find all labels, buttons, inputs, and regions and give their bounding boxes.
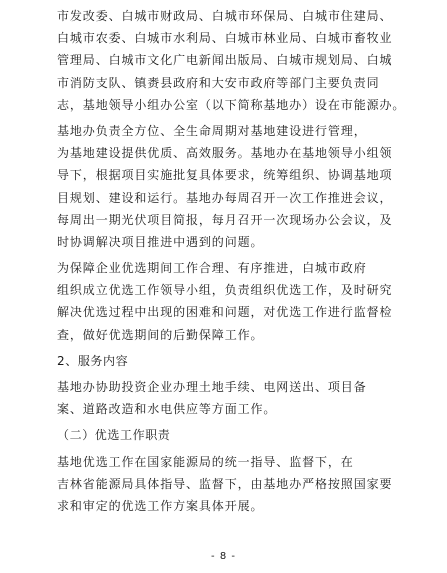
- text-line: 基地办协助投资企业办理土地手续、电网送出、项目备: [57, 380, 367, 394]
- text-line: 组织成立优选工作领导小组，负责组织优选工作，及时研究: [57, 283, 393, 298]
- text-line: 每周出一期光伏项目简报，每月召开一次现场办公会议，及: [57, 212, 393, 227]
- paragraph: [57, 5, 413, 116]
- text-line: 基地办负责全方位、全生命周期对基地建设进行管理，: [57, 123, 367, 138]
- text-line: 为基地建设提供优质、高效服务。基地办在基地领导小组领: [57, 146, 393, 161]
- text-line: 案、道路改造和水电供应等方面工作。: [57, 402, 277, 417]
- text-line: 吉林省能源局具体指导、监督下，由基地办严格按照国家要: [57, 476, 393, 491]
- page-number: - 8 -: [211, 551, 236, 562]
- text-line: 基地优选工作在国家能源局的统一指导、监督下，在: [57, 454, 354, 469]
- text-line: 白城市农委、白城市水利局、白城市林业局、白城市畜牧业: [57, 31, 393, 46]
- text-line: （二）优选工作职责: [57, 428, 171, 443]
- text-line: 时协调解决项目推进中遇到的问题。: [57, 234, 264, 249]
- text-line: 2、服务内容: [57, 353, 129, 368]
- text-line: 求和审定的优选工作方案具体开展。: [57, 498, 264, 513]
- text-line: 志，基地领导小组办公室（以下简称基地办）设在市能源办。: [57, 97, 406, 112]
- text-line: 市消防支队、镇赉县政府和大安市政府等部门主要负责同: [57, 75, 380, 90]
- text-line: 管理局、白城市文化广电新闻出版局、白城市规划局、白城: [57, 53, 393, 68]
- text-line: 市发改委、白城市财政局、白城市环保局、白城市住建局、: [57, 9, 393, 23]
- paragraph: [57, 120, 413, 253]
- text-line: 查，做好优选期间的后勤保障工作。: [57, 327, 264, 342]
- paragraph: [57, 376, 413, 420]
- section-heading: [57, 350, 413, 372]
- paragraph: [57, 257, 413, 346]
- paragraph: [57, 451, 413, 518]
- body-text: [57, 5, 413, 517]
- section-heading: [57, 424, 413, 446]
- text-line: 为保障企业优选期间工作合理、有序推进，白城市政府: [57, 261, 367, 276]
- text-line: 目规划、建设和运行。基地办每周召开一次工作推进会议，: [57, 190, 393, 205]
- text-line: 导下，根据项目实施批复具体要求，统筹组织、协调基地项: [57, 168, 393, 183]
- text-line: 解决优选过程中出现的困难和问题，对优选工作进行监督检: [57, 305, 393, 320]
